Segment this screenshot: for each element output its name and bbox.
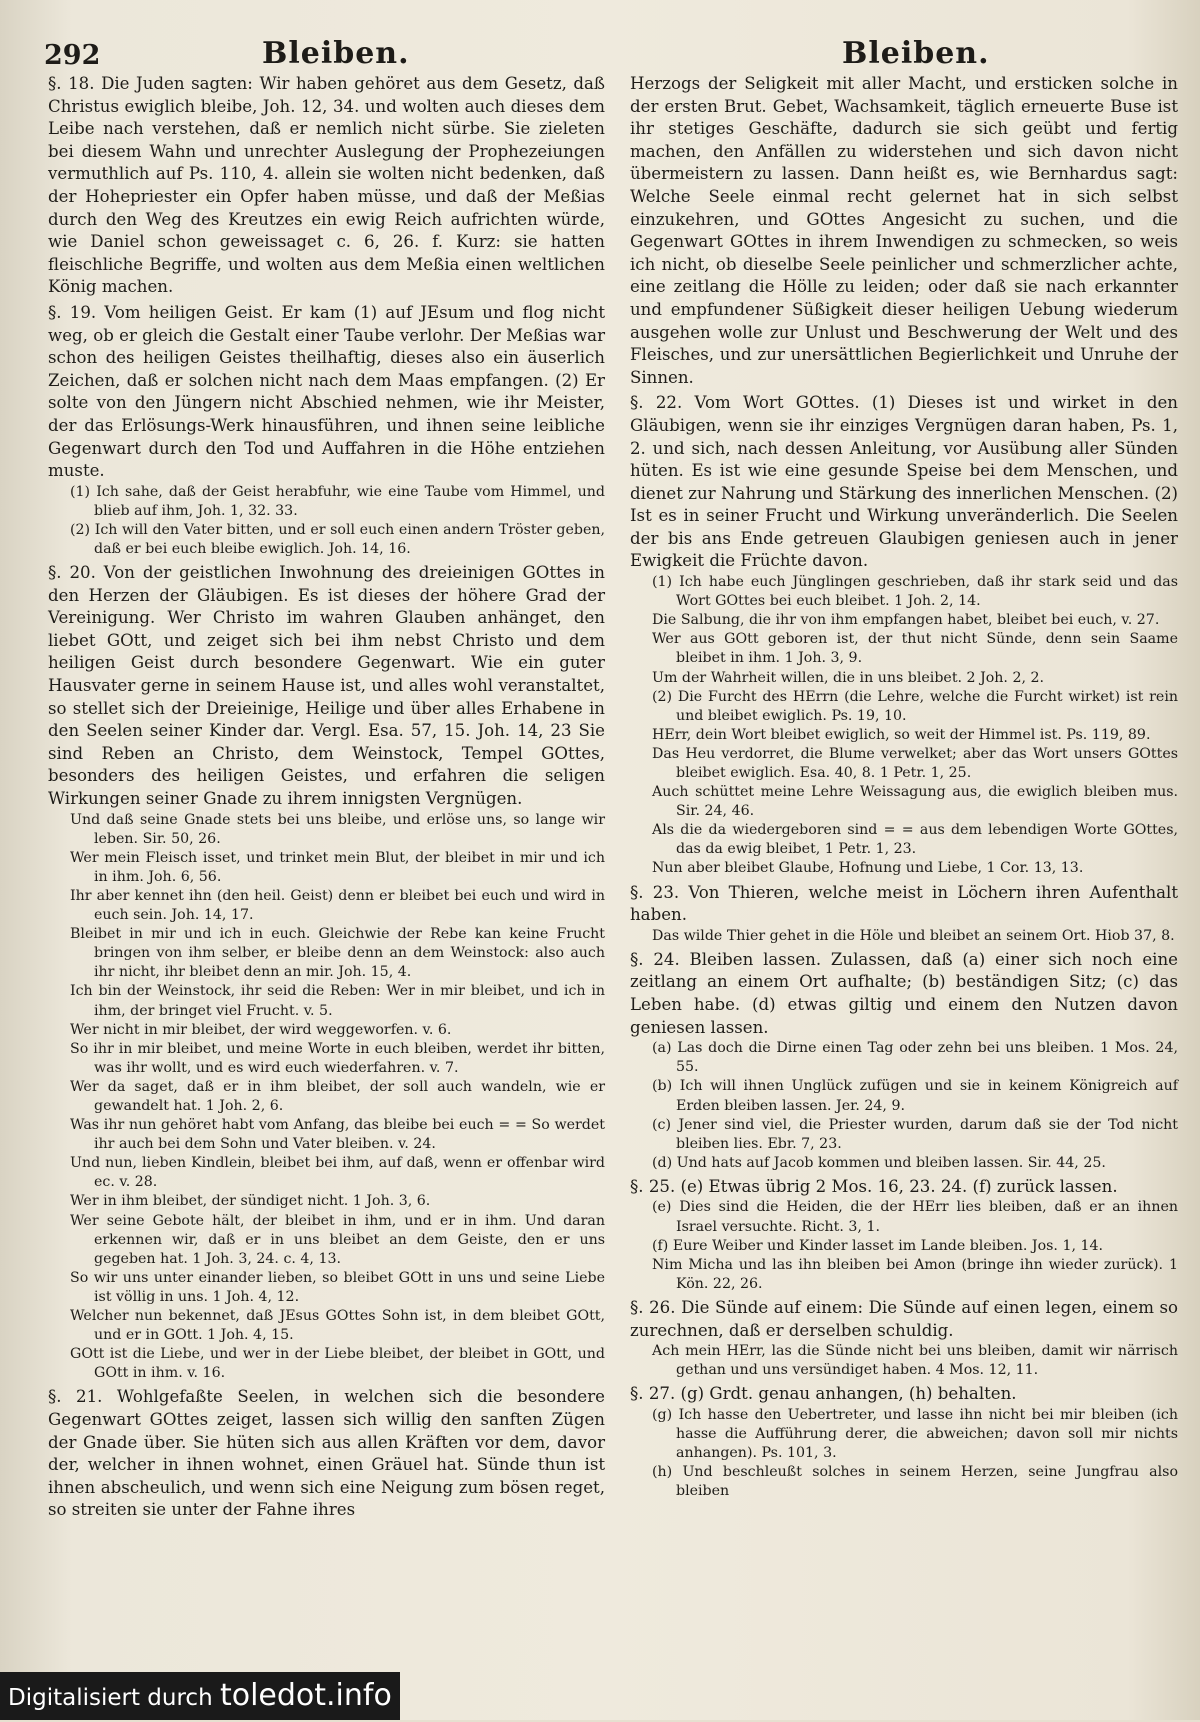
quotation-note: (h) Und beschleußt solches in seinem Herzen, seine Jungfrau also bleiben xyxy=(652,1464,1178,1500)
quotation-note: (2) Ich will den Vater bitten, und er soll euch einen andern Tröster geben, daß er bei euch bleibe ewiglich. Joh. 14, 16. xyxy=(70,521,605,557)
section-paragraph: §. 18. Die Juden sagten: Wir haben gehöret aus dem Gesetz, daß Christus ewiglich bleibe, Joh. 12, 34. und wolten auch dieses dem Leibe nach verstehen, daß er nemlich nicht sürbe. Sie zieleten bei diesem Wahn und unrechter Auslegung der Prophezeiungen vermuthlich auf Ps. 110, 4. allein sie wolten nicht bedenken, daß der Hohepriester ein Opfer haben müsse, und daß der Meßias durch den Weg des Kreutzes ein ewig Reich aufrichten würde, wie Daniel schon geweissaget c. 6, 26. f. Kurz: sie hatten fleischliche Begriffe, und wolten aus dem Meßia einen weltlichen König machen. xyxy=(48,74,605,297)
quotation-note: Auch schüttet meine Lehre Weissagung aus, die ewiglich bleiben mus. Sir. 24, 46. xyxy=(652,784,1178,820)
left-column xyxy=(48,70,605,1522)
section-paragraph: §. 19. Vom heiligen Geist. Er kam (1) auf JEsum und flog nicht weg, ob er gleich die Gestalt einer Taube verlohr. Der Meßias war schon des heiligen Geistes theilhaftig, dieses also ein äuserlich Zeichen, daß er solchen nicht nach dem Maas empfangen. (2) Er solte von den Jüngern nicht Abschied nehmen, wie ihr Meister, der das Erlösungs-Werk hinausführen, und ihnen seine leibliche Gegenwart durch den Tod und Auffahren in die Höhe entziehen muste. xyxy=(48,302,605,481)
section-paragraph: §. 23. Von Thieren, welche meist in Löchern ihren Aufenthalt haben. xyxy=(630,882,1178,925)
quotation-note: So wir uns unter einander lieben, so bleibet GOtt in uns und seine Liebe ist völlig in uns. 1 Joh. 4, 12. xyxy=(70,1269,605,1305)
quotation-note: Welcher nun bekennet, daß JEsus GOttes Sohn ist, in dem bleibet GOtt, und er in GOtt. 1 Joh. 4, 15. xyxy=(70,1308,605,1344)
banner-prefix: Digitalisiert durch xyxy=(8,1685,220,1711)
quotation-note: Wer in ihm bleibet, der sündiget nicht. 1 Joh. 3, 6. xyxy=(70,1193,431,1210)
quotation-note: HErr, dein Wort bleibet ewiglich, so weit der Himmel ist. Ps. 119, 89. xyxy=(652,726,1151,743)
section-paragraph: §. 24. Bleiben lassen. Zulassen, daß (a) einer sich noch eine zeitlang an einem Ort aufhalte; (b) beständigen Sitz; (c) das Leben habe. (d) etwas giltig und einem den Nutzen davon geniesen lassen. xyxy=(630,949,1178,1037)
quotation-note: Wer mein Fleisch isset, und trinket mein Blut, der bleibet in mir und ich in ihm. Joh. 6, 56. xyxy=(70,849,605,885)
quotation-note: (f) Eure Weiber und Kinder lasset im Lande bleiben. Jos. 1, 14. xyxy=(652,1237,1104,1254)
section-paragraph: §. 21. Wohlgefaßte Seelen, in welchen sich die besondere Gegenwart GOttes zeiget, lassen sich willig den sanften Zügen der Gnade über. Sie hüten sich aus allen Kräften vor dem, davor der, welcher in ihnen wohnet, einen Gräuel hat. Sünde thun ist ihnen abscheulich, und wenn sich eine Neigung zum bösen reget, so streiten sie unter der Fahne ihres xyxy=(48,1387,605,1520)
quotation-note: Ihr aber kennet ihn (den heil. Geist) denn er bleibet bei euch und wird in euch sein. Joh. 14, 17. xyxy=(70,887,605,924)
quotation-note: Um der Wahrheit willen, die in uns bleibet. 2 Joh. 2, 2. xyxy=(652,669,1045,686)
quotation-note: (g) Ich hasse den Uebertreter, und lasse ihn nicht bei mir bleiben (ich hasse die Aufführung derer, die abweichen; davon soll mir nichts anhangen). Ps. 101, 3. xyxy=(652,1406,1178,1462)
quotation-note: Bleibet in mir und ich in euch. Gleichwie der Rebe kan keine Frucht bringen von ihm selber, er bleibe denn an dem Weinstock: also auch ihr nicht, ihr bleibet denn an mir. Joh. 15, 4. xyxy=(70,926,605,981)
quotation-note: So ihr in mir bleibet, und meine Worte in euch bleiben, werdet ihr bitten, was ihr wollt, und es wird euch wiederfahren. v. 7. xyxy=(70,1040,605,1076)
section-paragraph: §. 26. Die Sünde auf einem: Die Sünde auf einen legen, einem so zurechnen, daß er derselben schuldig. xyxy=(630,1297,1178,1340)
left-running-title: Bleiben. xyxy=(262,36,410,71)
quotation-note: Wer seine Gebote hält, der bleibet in ihm, und er in ihm. Und daran erkennen wir, daß er in uns bleibet an dem Geiste, den er uns gegeben hat. 1 Joh. 3, 24. c. 4, 13. xyxy=(70,1212,605,1267)
quotation-note: Die Salbung, die ihr von ihm empfangen habet, bleibet bei euch, v. 27. xyxy=(652,612,1160,629)
quotation-note: (1) Ich habe euch Jünglingen geschrieben, daß ihr stark seid und das Wort GOttes bei euch bleibet. 1 Joh. 2, 14. xyxy=(652,574,1178,610)
running-header xyxy=(0,30,1200,70)
quotation-note: Nun aber bleibet Glaube, Hofnung und Liebe, 1 Cor. 13, 13. xyxy=(652,860,1084,877)
right-running-title: Bleiben. xyxy=(842,36,990,71)
quotation-note: Das wilde Thier gehet in die Höle und bleibet an seinem Ort. Hiob 37, 8. xyxy=(652,927,1175,944)
banner-site-link[interactable]: toledot.info xyxy=(219,1678,392,1713)
quotation-note: (1) Ich sahe, daß der Geist herabfuhr, wie eine Taube vom Himmel, und blieb auf ihm, Joh. 1, 32. 33. xyxy=(70,483,605,519)
quotation-note: (2) Die Furcht des HErrn (die Lehre, welche die Furcht wirket) ist rein und bleibet ewiglich. Ps. 19, 10. xyxy=(652,688,1178,724)
quotation-note: Ach mein HErr, las die Sünde nicht bei uns bleiben, damit wir närrisch gethan und uns versündiget haben. 4 Mos. 12, 11. xyxy=(652,1343,1178,1379)
quotation-note: Wer da saget, daß er in ihm bleibet, der soll auch wandeln, wie er gewandelt hat. 1 Joh. 2, 6. xyxy=(70,1078,605,1114)
quotation-note: Ich bin der Weinstock, ihr seid die Reben: Wer in mir bleibet, und ich in ihm, der bringet viel Frucht. v. 5. xyxy=(70,983,605,1019)
section-paragraph: §. 22. Vom Wort GOttes. (1) Dieses ist und wirket in den Gläubigen, wenn sie ihr einziges Vergnügen daran haben, Ps. 1, 2. und sich, nach dessen Anleitung, vor Ausübung aller Sünden hüten. Es ist wie eine gesunde Speise bei dem Menschen, und dienet zur Nahrung und Stärkung des innerlichen Menschen. (2) Ist es in seiner Frucht und Wirkung unveränderlich. Die Seelen der bis ans Ende getreuen Glaubigen geniesen auch in jener Ewigkeit die Früchte davon. xyxy=(630,393,1178,571)
quotation-note: Was ihr nun gehöret habt vom Anfang, das bleibe bei euch = = So werdet ihr auch bei dem Sohn und Vater bleiben. v. 24. xyxy=(70,1117,605,1153)
quotation-note: Und nun, lieben Kindlein, bleibet bei ihm, auf daß, wenn er offenbar wird ec. v. 28. xyxy=(70,1155,605,1191)
quotation-note: Und daß seine Gnade stets bei uns bleibe, und erlöse uns, so lange wir leben. Sir. 50, 26. xyxy=(70,811,605,847)
quotation-note: (d) Und hats auf Jacob kommen und bleiben lassen. Sir. 44, 25. xyxy=(652,1154,1106,1171)
section-paragraph: §. 25. (e) Etwas übrig 2 Mos. 16, 23. 24. (f) zurück lassen. xyxy=(630,1176,1118,1196)
page-number: 292 xyxy=(44,40,101,71)
section-paragraph: §. 27. (g) Grdt. genau anhangen, (h) behalten. xyxy=(630,1384,1017,1404)
right-column xyxy=(630,70,1178,1501)
quotation-note: Als die da wiedergeboren sind = = aus dem lebendigen Worte GOttes, das da ewig bleibet, 1 Petr. 1, 23. xyxy=(652,822,1178,858)
section-paragraph: Herzogs der Seligkeit mit aller Macht, und ersticken solche in der ersten Brut. Gebet, Wachsamkeit, täglich erneuerte Buse ist ihr stetiges Geschäfte, dadurch sie sich geübt und fertig machen, den Anfällen zu widerstehen und sich davon nicht übermeistern zu lassen. Dann heißt es, wie Bernhardus sagt: Welche Seele einmal recht gelernet hat in sich selbst einzukehren, und GOttes Angesicht zu suchen, und die Gegenwart GOttes in ihrem Inwendigen zu schmecken, so weis ich nicht, ob dieselbe Seele peinlicher und schmerzlicher achte, eine zeitlang die Hölle zu leiden; oder daß sie nach erkannter und empfundener Süßigkeit dieser heiligen Uebung wiederum ausgehen wolle zur Unlust und Beschwerung der Welt und des Fleisches, und zur unersättlichen Begierlichkeit und Unruhe der Sinnen. xyxy=(630,74,1178,387)
quotation-note: Nim Micha und las ihn bleiben bei Amon (bringe ihn wieder zurück). 1 Kön. 22, 26. xyxy=(652,1256,1178,1292)
section-paragraph: §. 20. Von der geistlichen Inwohnung des dreieinigen GOttes in den Herzen der Gläubigen. Es ist dieses der höhere Grad der Vereinigung. Wer Christo im wahren Glauben anhänget, den liebet GOtt, und zeiget sich bei ihm nebst Christo und dem heiligen Geist durch besondere Gegenwart. Wie ein guter Hausvater gerne in seinem Hause ist, und alles wohl veranstaltet, so stellet sich der Dreieinige, Heilige und über alles Erhabene in den Seelen seiner Kinder dar. Vergl. Esa. 57, 15. Joh. 14, 23 Sie sind Reben an Christo, dem Weinstock, Tempel GOttes, besonders des heiligen Geistes, und erfahren die seligen Wirkungen seiner Gnade zu ihrem innigsten Vergnügen. xyxy=(48,563,605,808)
quotation-note: Wer aus GOtt geboren ist, der thut nicht Sünde, denn sein Saame bleibet in ihm. 1 Joh. 3, 9. xyxy=(652,631,1178,667)
quotation-note: GOtt ist die Liebe, und wer in der Liebe bleibet, der bleibet in GOtt, und GOtt in ihm. v. 16. xyxy=(70,1346,605,1382)
digitization-banner[interactable] xyxy=(0,1672,400,1720)
quotation-note: (b) Ich will ihnen Unglück zufügen und sie in keinem Königreich auf Erden bleiben lassen. Jer. 24, 9. xyxy=(652,1078,1178,1114)
quotation-note: (a) Las doch die Dirne einen Tag oder zehn bei uns bleiben. 1 Mos. 24, 55. xyxy=(652,1040,1178,1076)
quotation-note: (c) Jener sind viel, die Priester wurden, darum daß sie der Tod nicht bleiben lies. Ebr. 7, 23. xyxy=(652,1116,1178,1152)
quotation-note: Wer nicht in mir bleibet, der wird weggeworfen. v. 6. xyxy=(70,1021,452,1038)
quotation-note: Das Heu verdorret, die Blume verwelket; aber das Wort unsers GOttes bleibet ewiglich. Esa. 40, 8. 1 Petr. 1, 25. xyxy=(652,745,1178,781)
quotation-note: (e) Dies sind die Heiden, die der HErr lies bleiben, daß er an ihnen Israel versuchte. Richt. 3, 1. xyxy=(652,1199,1178,1235)
